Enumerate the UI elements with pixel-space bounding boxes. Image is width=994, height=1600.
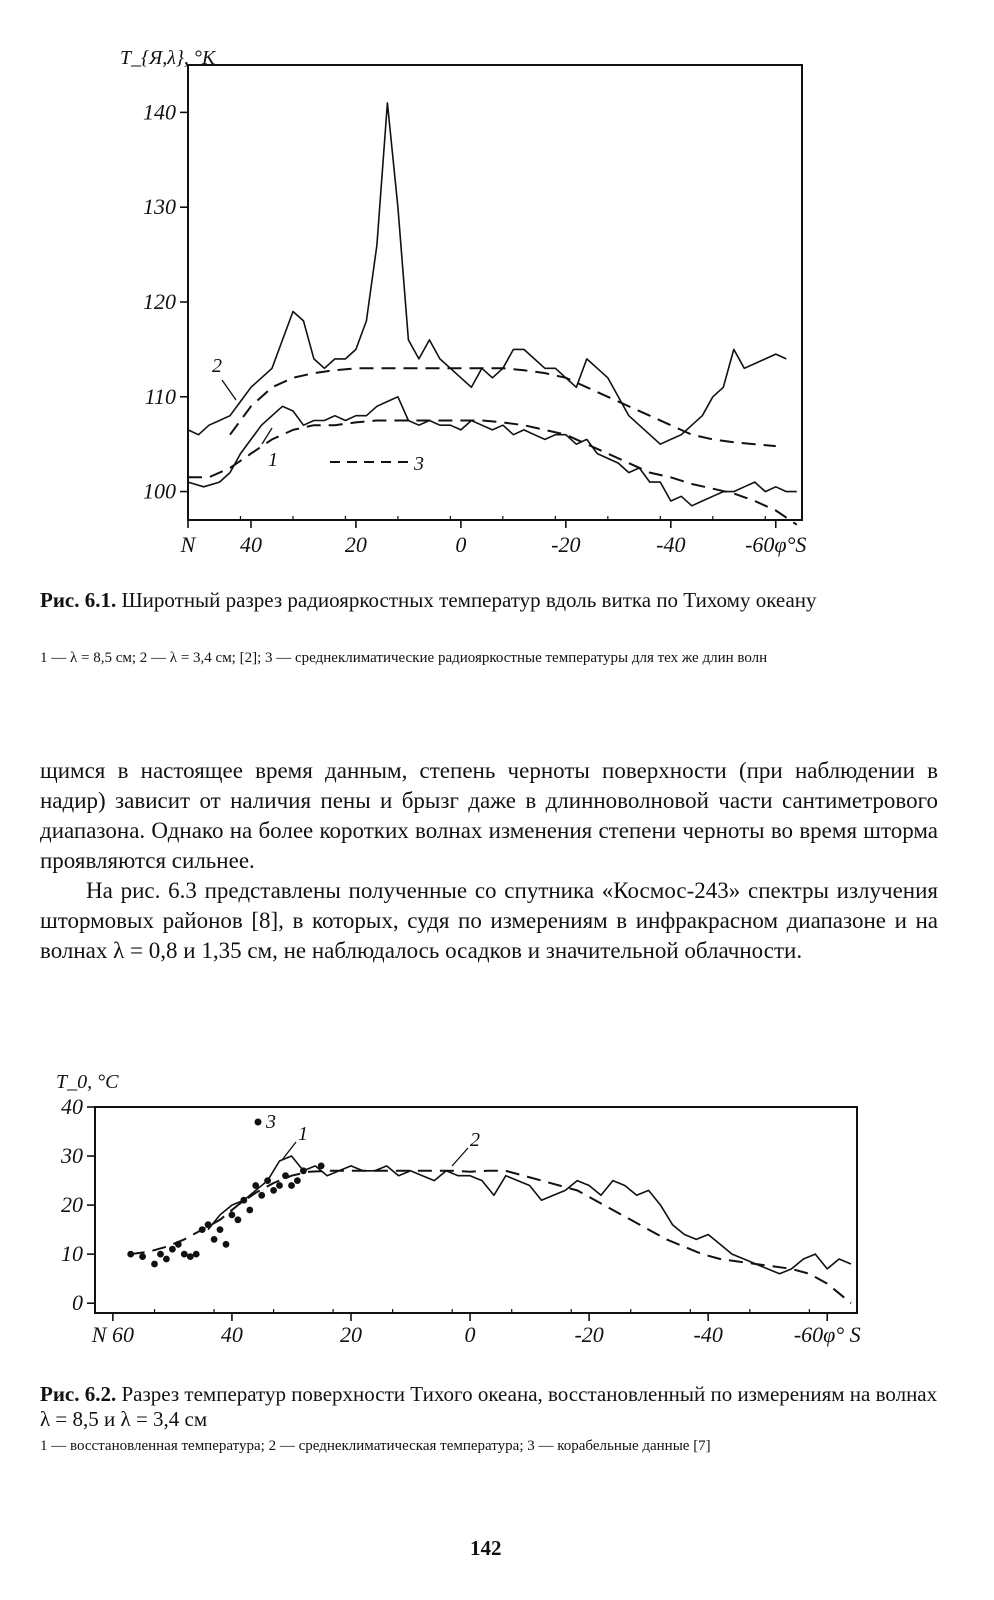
- fig2-series-3-point: [139, 1253, 146, 1260]
- fig2-legend-dot-3: [255, 1119, 262, 1126]
- fig2-curve-label-2: 2: [470, 1129, 480, 1151]
- fig1-series-1-line-0: [188, 397, 797, 506]
- figure-1-chart: [0, 0, 994, 580]
- fig2-series-3-point: [157, 1251, 164, 1258]
- fig1-frame: [188, 65, 802, 520]
- fig2-series-3-point: [288, 1182, 295, 1189]
- fig2-series-3-point: [175, 1241, 182, 1248]
- fig2-series-3-point: [181, 1251, 188, 1258]
- fig2-label-2-leader: [452, 1148, 468, 1166]
- fig1-caption-number: Рис. 6.1.: [40, 588, 117, 612]
- fig1-curve-label-3: 3: [414, 453, 424, 475]
- fig2-x-tick-label: 0: [464, 1322, 476, 1347]
- fig2-series-3-point: [235, 1216, 242, 1223]
- fig1-label-2-leader: [222, 380, 236, 400]
- fig1-x-tick-label: -40: [656, 532, 686, 557]
- fig1-x-tick-label: -60φ°S: [745, 532, 807, 557]
- fig2-curve-label-1: 1: [298, 1123, 308, 1145]
- fig2-caption-number: Рис. 6.2.: [40, 1382, 117, 1406]
- fig2-series-3-point: [217, 1226, 224, 1233]
- fig2-legend: [40, 1436, 900, 1456]
- fig2-ylabel: T_0, °C: [56, 1071, 119, 1093]
- fig1-y-tick-label: 130: [143, 194, 176, 220]
- fig1-legend-text: 1 — λ = 8,5 см; 2 — λ = 3,4 см; [2]; 3 — среднеклиматические радиояркостные температуры для тех же длин волн: [40, 650, 768, 666]
- fig1-caption-text: Широтный разрез радиояркостных температур вдоль витка по Тихому океану: [121, 588, 817, 612]
- fig2-x-tick-label: N 60: [91, 1322, 134, 1347]
- fig2-series-3-point: [187, 1253, 194, 1260]
- fig1-series-2-line-1: [188, 103, 786, 444]
- fig1-x-tick-label: 40: [239, 532, 262, 557]
- fig2-series-3-point: [240, 1197, 247, 1204]
- fig1-caption: [40, 588, 940, 613]
- fig1-y-tick-label: 140: [143, 99, 176, 125]
- fig2-x-tick-label: -20: [574, 1322, 604, 1347]
- fig2-x-tick-label: -40: [693, 1322, 723, 1347]
- fig1-legend: [40, 648, 940, 668]
- fig1-x-ticks: [180, 516, 807, 557]
- fig2-x-tick-label: -60φ° S: [793, 1322, 861, 1347]
- fig2-curve-label-3: 3: [266, 1111, 276, 1133]
- fig2-legend-text: 1 — восстановленная температура; 2 — среднеклиматическая температура; 3 — корабельные данные [7]: [40, 1438, 711, 1454]
- fig1-curve-label-2: 2: [212, 355, 222, 377]
- fig2-series-3-point: [169, 1246, 176, 1253]
- fig2-series-group: [127, 1156, 851, 1303]
- fig2-x-ticks: [91, 1309, 861, 1347]
- fig2-series-3-point: [193, 1251, 200, 1258]
- fig2-series-3-point: [163, 1256, 170, 1263]
- fig2-y-tick-label: 10: [61, 1241, 83, 1267]
- fig2-series-3-point: [246, 1207, 253, 1214]
- body-text: [40, 756, 938, 966]
- figure-2-chart: [0, 1060, 994, 1380]
- fig2-series-3-point: [276, 1182, 283, 1189]
- fig2-caption: [40, 1382, 940, 1432]
- fig2-y-tick-label: 40: [61, 1094, 83, 1119]
- fig1-x-tick-label: N: [180, 532, 196, 557]
- fig2-series-3-point: [205, 1221, 212, 1228]
- fig1-x-tick-label: 20: [344, 532, 367, 557]
- fig1-x-tick-label: 0: [455, 532, 467, 557]
- fig2-caption-text: Разрез температур поверхности Тихого океана, восстановленный по измерениям на волнах λ = 8,5 и λ = 3,4 см: [40, 1382, 938, 1431]
- fig1-y-tick-label: 110: [144, 383, 176, 409]
- fig2-series-3-point: [252, 1182, 259, 1189]
- fig1-y-ticks: [143, 99, 188, 503]
- fig2-x-tick-label: 40: [220, 1322, 243, 1347]
- fig1-series-3-line-3: [230, 368, 776, 446]
- fig2-series-3-point: [258, 1192, 265, 1199]
- fig2-series-3-point: [264, 1177, 271, 1184]
- fig2-series-3-point: [151, 1261, 158, 1268]
- fig2-series-3-point: [199, 1226, 206, 1233]
- fig2-y-tick-label: 0: [72, 1290, 83, 1316]
- fig2-series-3-point: [270, 1187, 277, 1194]
- fig2-series-3-point: [229, 1212, 236, 1219]
- fig1-series-3-line-2: [188, 421, 797, 525]
- body-paragraph-1: щимся в настоящее время данным, степень черноты поверхности (при наблюдении в надир) зависит от наличия пены и брызг даже в длинноволновой части сантиметрового диапазона. Однако на более коротких волнах изменения степени черноты во время шторма проявляются сильнее.: [40, 758, 938, 873]
- fig1-y-tick-label: 120: [143, 288, 176, 314]
- fig2-series-3-point: [300, 1167, 307, 1174]
- page-number: 142: [470, 1536, 502, 1560]
- fig1-y-tick-label: 100: [143, 478, 176, 504]
- fig2-y-tick-label: 30: [61, 1143, 83, 1169]
- fig2-series-3-point: [127, 1251, 134, 1258]
- fig2-series-3-point: [318, 1163, 325, 1170]
- fig1-x-tick-label: -20: [551, 532, 581, 557]
- fig2-y-tick-label: 20: [61, 1192, 83, 1218]
- fig2-series-3-point: [294, 1177, 301, 1184]
- fig2-series-3-point: [223, 1241, 230, 1248]
- fig1-curve-label-1: 1: [268, 449, 278, 471]
- fig1-ylabel: T_{Я,λ}, °K: [120, 47, 216, 69]
- fig2-series-3-point: [211, 1236, 218, 1243]
- fig2-y-ticks: [60, 1094, 95, 1315]
- fig2-series-3-point: [282, 1172, 289, 1179]
- body-paragraph-2: На рис. 6.3 представлены полученные со спутника «Космос-243» спектры излучения штормовых районов [8], в которых, судя по измерениям в инфракрасном диапазоне и на волнах λ = 0,8 и 1,35 см, не наблюдалось осадков и значительной облачности.: [40, 878, 938, 963]
- fig2-x-tick-label: 20: [339, 1322, 362, 1347]
- fig1-series-group: [188, 103, 797, 525]
